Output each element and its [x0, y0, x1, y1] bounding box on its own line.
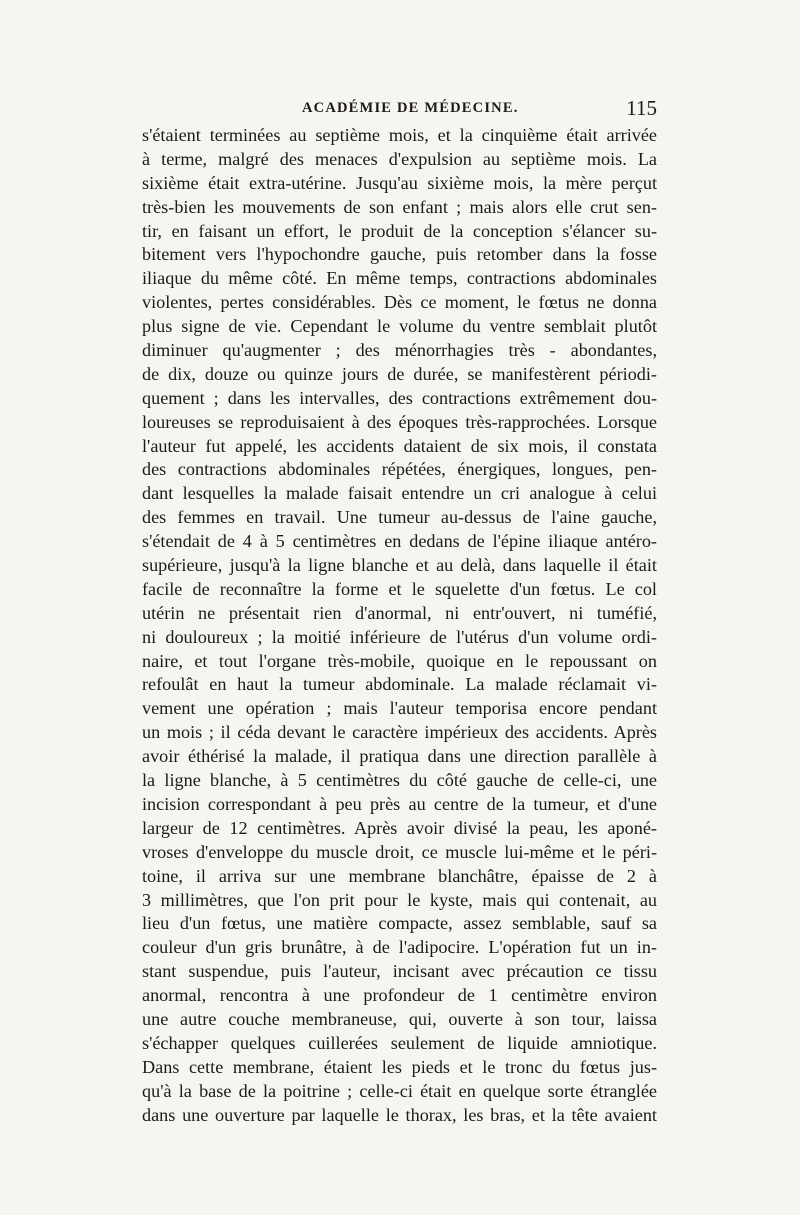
text-line: supérieure, jusqu'à la ligne blanche et au delà, dans laquelle il était [142, 555, 657, 576]
text-line: l'auteur fut appelé, les accidents dataient de six mois, il constata [142, 435, 657, 456]
text-line: dant lesquelles la malade faisait entendre un cri analogue à celui [142, 483, 657, 504]
text-line: une autre couche membraneuse, qui, ouverte à son tour, laissa [142, 1008, 657, 1029]
text-line: quement ; dans les intervalles, des contractions extrêmement dou- [142, 387, 657, 408]
text-line: toine, il arriva sur une membrane blanchâtre, épaisse de 2 à [142, 865, 657, 886]
body-text [142, 124, 657, 1127]
text-line: couleur d'un gris brunâtre, à de l'adipocire. L'opération fut un in- [142, 937, 657, 958]
page-number: 115 [626, 96, 657, 120]
text-line: facile de reconnaître la forme et le squelette d'un fœtus. Le col [142, 578, 657, 599]
text-line: ni douloureux ; la moitié inférieure de l'utérus d'un volume ordi- [142, 626, 657, 647]
text-line: plus signe de vie. Cependant le volume du ventre semblait plutôt [142, 316, 657, 337]
text-line: de dix, douze ou quinze jours de durée, se manifestèrent périodi- [142, 363, 657, 384]
text-line: vroses d'enveloppe du muscle droit, ce muscle lui-même et le péri- [142, 841, 657, 862]
text-line: s'étaient terminées au septième mois, et la cinquième était arrivée [142, 125, 657, 145]
text-line: refoulât en haut la tumeur abdominale. La malade réclamait vi- [142, 674, 657, 695]
text-line: incision correspondant à peu près au centre de la tumeur, et d'une [142, 793, 657, 814]
text-line: bitement vers l'hypochondre gauche, puis retomber dans la fosse [142, 244, 657, 265]
text-line: la ligne blanche, à 5 centimètres du côté gauche de celle-ci, une [142, 770, 657, 791]
text-line: tir, en faisant un effort, le produit de la conception s'élancer su- [142, 220, 657, 241]
text-line: qu'à la base de la poitrine ; celle-ci était en quelque sorte étranglée [142, 1080, 657, 1101]
text-line: vement une opération ; mais l'auteur temporisa encore pendant [142, 698, 657, 719]
text-line: à terme, malgré des menaces d'expulsion au septième mois. La [142, 148, 657, 169]
text-line: anormal, rencontra à une profondeur de 1 centimètre environ [142, 985, 657, 1006]
text-line: sixième était extra-utérine. Jusqu'au sixième mois, la mère perçut [142, 172, 657, 193]
page-header [142, 96, 657, 122]
text-line: un mois ; il céda devant le caractère impérieux des accidents. Après [142, 722, 657, 743]
running-head: ACADÉMIE DE MÉDECINE. [302, 100, 519, 116]
text-line: utérin ne présentait rien d'anormal, ni entr'ouvert, ni tuméfié, [142, 602, 657, 623]
text-line: violentes, pertes considérables. Dès ce moment, le fœtus ne donna [142, 292, 657, 313]
text-line: Dans cette membrane, étaient les pieds et le tronc du fœtus jus- [142, 1056, 657, 1077]
text-line: loureuses se reproduisaient à des époques très-rapprochées. Lorsque [142, 411, 657, 432]
text-line: largeur de 12 centimètres. Après avoir divisé la peau, les aponé- [142, 817, 657, 838]
text-line: naire, et tout l'organe très-mobile, quoique en le repoussant on [142, 650, 657, 671]
text-line: iliaque du même côté. En même temps, contractions abdominales [142, 268, 657, 289]
text-line: des femmes en travail. Une tumeur au-dessus de l'aine gauche, [142, 507, 657, 528]
text-line: lieu d'un fœtus, une matière compacte, assez semblable, sauf sa [142, 913, 657, 934]
text-line: des contractions abdominales répétées, énergiques, longues, pen- [142, 459, 657, 480]
text-line: diminuer qu'augmenter ; des ménorrhagies très - abondantes, [142, 340, 657, 361]
text-line: stant suspendue, puis l'auteur, incisant avec précaution ce tissu [142, 961, 657, 982]
text-line: s'étendait de 4 à 5 centimètres en dedans de l'épine iliaque antéro- [142, 531, 657, 552]
text-line: avoir éthérisé la malade, il pratiqua dans une direction parallèle à [142, 746, 657, 767]
text-line: dans une ouverture par laquelle le thorax, les bras, et la tête avaient [142, 1104, 657, 1125]
text-line: très-bien les mouvements de son enfant ; mais alors elle crut sen- [142, 196, 657, 217]
text-line: s'échapper quelques cuillerées seulement de liquide amniotique. [142, 1032, 657, 1053]
text-line: 3 millimètres, que l'on prit pour le kyste, mais qui contenait, au [142, 889, 657, 910]
